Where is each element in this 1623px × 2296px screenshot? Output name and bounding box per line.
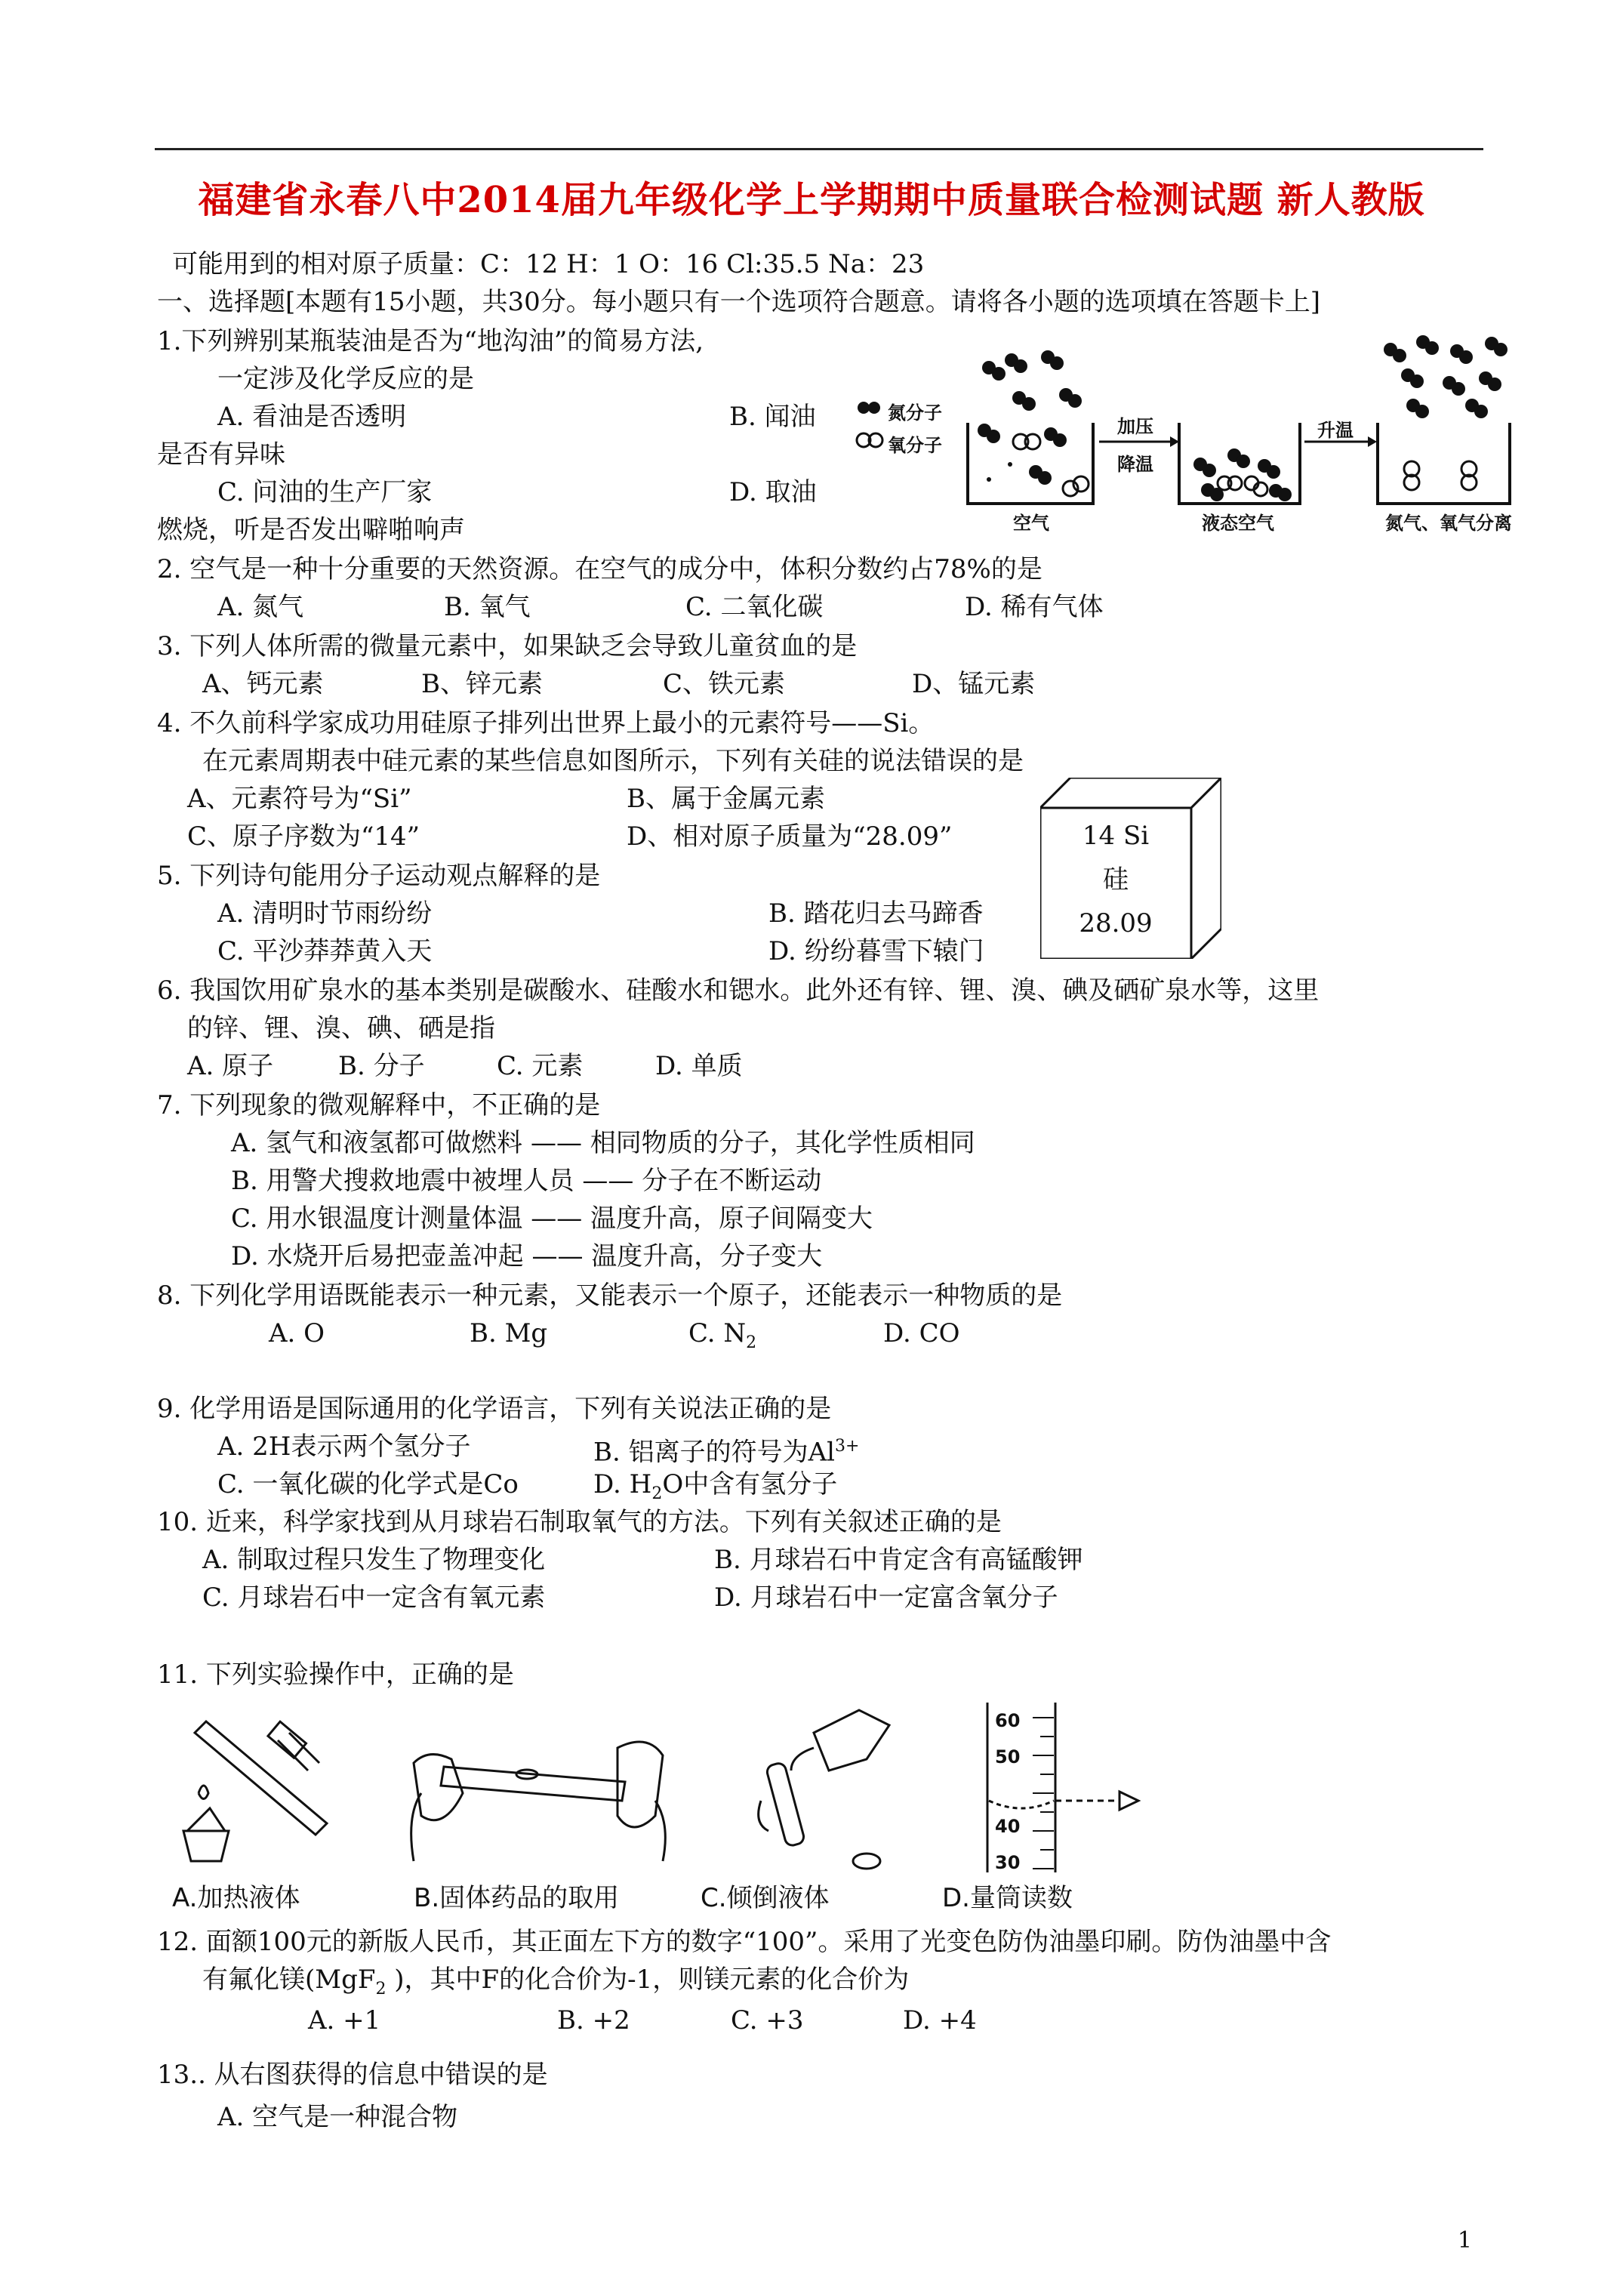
air-separation-figure xyxy=(853,328,1578,534)
question-10-option-b: B. 月球岩石中肯定含有高锰酸钾 xyxy=(714,1545,1083,1575)
question-4-option-d: D、相对原子质量为“28.09” xyxy=(627,821,953,852)
section-heading: 一、选择题[本题有15小题，共30分。每小题只有一个选项符合题意。请将各小题的选项填在答题卡上] xyxy=(157,287,1321,317)
question-4-option-a: A、元素符号为“Si” xyxy=(187,784,412,814)
question-12-stem: 12. 面额100元的新版人民币，其正面左下方的数字“100”。采用了光变色防伪油墨印刷。防伪油墨中含 xyxy=(157,1927,1332,1957)
question-9-option-d-subscript: 2 xyxy=(651,1484,663,1503)
question-12-subscript: 2 xyxy=(375,1979,387,1999)
question-12-stem-cont xyxy=(202,1965,909,2005)
question-6-option-d: D. 单质 xyxy=(655,1051,743,1081)
element-number-symbol: 14 Si xyxy=(1082,821,1150,851)
header-rule xyxy=(155,148,1483,150)
question-4-stem: 4. 不久前科学家成功用硅原子排列出世界上最小的元素符号——Si。 xyxy=(157,708,935,738)
question-2-option-a: A. 氮气 xyxy=(217,592,304,622)
question-9-option-d-text: D. H xyxy=(593,1469,652,1499)
question-5-stem: 5. 下列诗句能用分子运动观点解释的是 xyxy=(157,861,601,891)
question-7-option-b: B. 用警犬搜救地震中被埋人员 —— 分子在不断运动 xyxy=(231,1166,822,1196)
question-13-stem: 13.. 从右图获得的信息中错误的是 xyxy=(157,2060,548,2090)
question-3-options xyxy=(202,669,1035,699)
question-2-options xyxy=(217,592,1104,622)
question-1-stem: 1.下列辨别某瓶装油是否为“地沟油”的简易方法, xyxy=(157,326,704,356)
question-5-option-a: A. 清明时节雨纷纷 xyxy=(217,898,433,929)
question-12-option-d: D. +4 xyxy=(903,2005,977,2036)
question-2-option-b: B. 氧气 xyxy=(444,592,531,622)
question-12-options xyxy=(308,2005,977,2036)
heating-liquid-icon xyxy=(183,1721,327,1861)
pouring-liquid-icon xyxy=(759,1710,889,1869)
atomic-masses-line: 可能用到的相对原子质量：C：12 H：1 O：16 Cl:35.5 Na：23 xyxy=(172,249,925,279)
question-12-stem-text: 有氟化镁(MgF xyxy=(202,1965,376,1995)
question-12-option-c: C. +3 xyxy=(731,2005,804,2036)
question-1-stem-cont: 一定涉及化学反应的是 xyxy=(217,364,474,394)
question-5-option-c: C. 平沙莽莽黄入天 xyxy=(217,936,433,966)
air-separation-diagram xyxy=(853,328,1578,529)
question-9-option-b-superscript: 3+ xyxy=(835,1437,860,1456)
question-12-option-b: B. +2 xyxy=(557,2005,630,2036)
heat-label: 升温 xyxy=(1317,420,1354,441)
caption-a: A.加热液体 xyxy=(172,1883,300,1913)
question-7-option-a: A. 氢气和液氢都可做燃料 —— 相同物质的分子，其化学性质相同 xyxy=(231,1128,975,1158)
element-name: 硅 xyxy=(1103,864,1129,895)
question-5-option-b: B. 踏花归去马蹄香 xyxy=(768,898,984,929)
question-10-option-d: D. 月球岩石中一定富含氧分子 xyxy=(714,1583,1058,1613)
question-4-option-b: B、属于金属元素 xyxy=(627,784,825,814)
question-3-option-a: A、钙元素 xyxy=(202,669,324,699)
question-9-stem: 9. 化学用语是国际通用的化学语言，下列有关说法正确的是 xyxy=(157,1394,832,1424)
element-mass: 28.09 xyxy=(1079,908,1153,938)
cylinder-tick-40: 40 xyxy=(995,1816,1021,1837)
question-9-option-a: A. 2H表示两个氢分子 xyxy=(217,1432,471,1462)
question-6-option-a: A. 原子 xyxy=(187,1051,274,1081)
liquid-air-label: 液态空气 xyxy=(1202,513,1274,534)
question-9-option-d-text-end: O中含有氢分子 xyxy=(662,1469,838,1499)
question-4-option-c: C、原子序数为“14” xyxy=(187,821,420,852)
page-number: 1 xyxy=(1457,2227,1472,2254)
cylinder-tick-30: 30 xyxy=(995,1852,1021,1873)
oxygen-legend-label: 氧分子 xyxy=(888,435,942,456)
question-2-stem: 2. 空气是一种十分重要的天然资源。在空气的成分中，体积分数约占78%的是 xyxy=(157,554,1042,584)
question-1-option-b: B. 闻油 xyxy=(729,402,816,432)
page-title: 福建省永春八中2014届九年级化学上学期期中质量联合检测试题 新人教版 xyxy=(198,179,1425,221)
question-10-stem: 10. 近来，科学家找到从月球岩石制取氧气的方法。下列有关叙述正确的是 xyxy=(157,1507,1002,1537)
silicon-element-card xyxy=(1040,778,1221,959)
question-3-option-c: C、铁元素 xyxy=(663,669,786,699)
question-6-stem-cont: 的锌、锂、溴、碘、硒是指 xyxy=(187,1013,495,1043)
question-12-option-a: A. +1 xyxy=(308,2005,381,2036)
question-8-option-b: B. Mg xyxy=(470,1318,548,1348)
question-7-stem: 7. 下列现象的微观解释中，不正确的是 xyxy=(157,1090,601,1120)
caption-b: B.固体药品的取用 xyxy=(414,1883,620,1913)
question-5-option-d: D. 纷纷暮雪下辕门 xyxy=(768,936,984,966)
question-8-option-d: D. CO xyxy=(883,1318,960,1348)
question-8-stem: 8. 下列化学用语既能表示一种元素，又能表示一个原子，还能表示一种物质的是 xyxy=(157,1281,1063,1311)
question-9-option-d xyxy=(593,1469,837,1509)
question-8-option-a: A. O xyxy=(269,1318,325,1348)
question-12-stem-text-end: )，其中F的化合价为-1，则镁元素的化合价为 xyxy=(386,1965,910,1995)
question-6-stem: 6. 我国饮用矿泉水的基本类别是碳酸水、硅酸水和锶水。此外还有锌、锂、溴、碘及硒矿泉水等，这里 xyxy=(157,975,1320,1006)
pressurize-label: 加压 xyxy=(1117,416,1153,437)
question-8-option-c-subscript: 2 xyxy=(746,1333,757,1352)
question-4-stem-cont: 在元素周期表中硅元素的某些信息如图所示，下列有关硅的说法错误的是 xyxy=(202,746,1024,776)
question-1-option-d-cont: 燃烧，听是否发出噼啪响声 xyxy=(157,515,465,545)
caption-d: D.量筒读数 xyxy=(942,1883,1073,1913)
cylinder-tick-50: 50 xyxy=(995,1746,1021,1767)
separated-gases-label: 氮气、氧气分离 xyxy=(1385,513,1512,534)
cool-label: 降温 xyxy=(1117,454,1153,475)
question-6-options xyxy=(187,1051,743,1081)
element-card-text xyxy=(1040,814,1191,945)
question-13-option-a: A. 空气是一种混合物 xyxy=(217,2102,458,2132)
question-11-stem: 11. 下列实验操作中，正确的是 xyxy=(157,1660,514,1690)
question-10-option-a: A. 制取过程只发生了物理变化 xyxy=(202,1545,546,1575)
question-8-options xyxy=(269,1318,960,1358)
question-3-stem: 3. 下列人体所需的微量元素中，如果缺乏会导致儿童贫血的是 xyxy=(157,631,858,661)
solid-reagent-icon xyxy=(411,1742,666,1861)
question-7-option-d: D. 水烧开后易把壶盖冲起 —— 温度升高，分子变大 xyxy=(231,1241,823,1271)
question-3-option-d: D、锰元素 xyxy=(912,669,1036,699)
question-10-option-c: C. 月球岩石中一定含有氧元素 xyxy=(202,1583,546,1613)
question-8-option-c xyxy=(688,1318,883,1358)
question-7-option-c: C. 用水银温度计测量体温 —— 温度升高，原子间隔变大 xyxy=(231,1203,873,1234)
cylinder-tick-60: 60 xyxy=(995,1710,1021,1731)
question-9-option-c: C. 一氧化碳的化学式是Co xyxy=(217,1469,519,1499)
question-1-option-c: C. 问油的生产厂家 xyxy=(217,477,433,507)
question-9-option-b xyxy=(593,1432,859,1467)
question-6-option-c: C. 元素 xyxy=(497,1051,584,1081)
question-1-option-b-cont: 是否有异味 xyxy=(157,439,285,470)
question-3-option-b: B、锌元素 xyxy=(421,669,543,699)
question-1-option-d: D. 取油 xyxy=(729,477,817,507)
question-9-option-b-text: B. 铝离子的符号为Al xyxy=(593,1437,836,1468)
lab-operations-figure xyxy=(165,1703,1161,1876)
nitrogen-legend-icon xyxy=(858,402,880,414)
oxygen-legend-icon xyxy=(857,433,882,447)
question-2-option-d: D. 稀有气体 xyxy=(965,592,1104,622)
question-2-option-c: C. 二氧化碳 xyxy=(685,592,824,622)
air-label: 空气 xyxy=(1013,513,1049,534)
question-1-option-a: A. 看油是否透明 xyxy=(217,402,407,432)
question-6-option-b: B. 分子 xyxy=(338,1051,425,1081)
question-8-option-c-text: C. N xyxy=(688,1318,747,1348)
caption-c: C.倾倒液体 xyxy=(701,1883,830,1913)
nitrogen-legend-label: 氮分子 xyxy=(888,402,942,424)
